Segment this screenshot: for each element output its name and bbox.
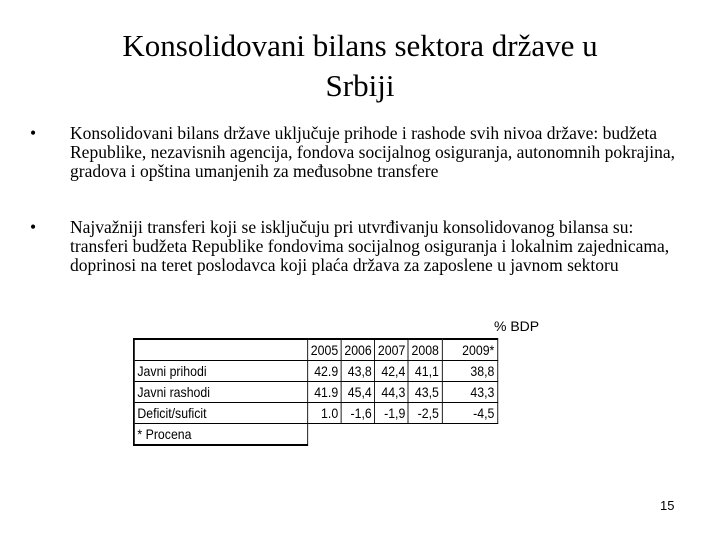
table-row [134, 403, 498, 424]
header-empty-cell [134, 339, 308, 361]
table-cell: -2,5 [408, 403, 442, 424]
header-year: 2005 [308, 339, 342, 361]
table-cell: 43,5 [408, 382, 442, 403]
header-year: 2007 [375, 339, 409, 361]
page-number: 15 [660, 498, 675, 513]
row-label: Deficit/suficit [134, 403, 308, 424]
table-row [134, 361, 498, 382]
header-year: 2009* [442, 339, 497, 361]
table-cell: -4,5 [442, 403, 497, 424]
footnote-empty-cell [308, 424, 498, 446]
bullet-marker: • [30, 217, 37, 237]
table-cell: 41.9 [308, 382, 342, 403]
table-unit-label: % BDP [494, 318, 540, 334]
table-cell: 38,8 [442, 361, 497, 382]
slide-title-line-1: Konsolidovani bilans sektora države u [122, 28, 598, 63]
table-cell: 45,4 [341, 382, 375, 403]
slide-title [40, 26, 680, 106]
bullet-text: Konsolidovani bilans države uključuje prihode i rashode svih nivoa države: budžeta Republike, nezavisnih agencija, fondova socijalnog osiguranja, autonomnih pokrajina, gradova i opština umanjenih za međusobne transfere [70, 123, 676, 181]
table-cell: 42,4 [375, 361, 409, 382]
table-row [134, 382, 498, 403]
fiscal-balance-table [133, 338, 498, 446]
table-cell: 43,3 [442, 382, 497, 403]
table-cell: 43,8 [341, 361, 375, 382]
table-footnote: * Procena [134, 424, 308, 446]
table-header-row [134, 339, 498, 361]
row-label: Javni prihodi [134, 361, 308, 382]
table-cell: -1,6 [341, 403, 375, 424]
row-label: Javni rashodi [134, 382, 308, 403]
header-year: 2006 [341, 339, 375, 361]
bullet-item [30, 124, 690, 181]
table-cell: 1.0 [308, 403, 342, 424]
table-cell: 41,1 [408, 361, 442, 382]
table-footnote-row [134, 424, 498, 446]
table-cell: 42.9 [308, 361, 342, 382]
bullet-item [30, 218, 690, 275]
bullet-text: Najvažniji transferi koji se isključuju pri utvrđivanju konsolidovanog bilansa su: transferi budžeta Republike fondovima socijalnog osiguranja i lokalnim zajednicama, doprinosi na teret poslodavca koji plaća država za zaposlene u javnom sektoru [70, 217, 670, 275]
header-year: 2008 [408, 339, 442, 361]
bullet-marker: • [30, 123, 37, 143]
table-cell: 44,3 [375, 382, 409, 403]
table-cell: -1,9 [375, 403, 409, 424]
slide-title-line-2: Srbiji [325, 68, 395, 103]
